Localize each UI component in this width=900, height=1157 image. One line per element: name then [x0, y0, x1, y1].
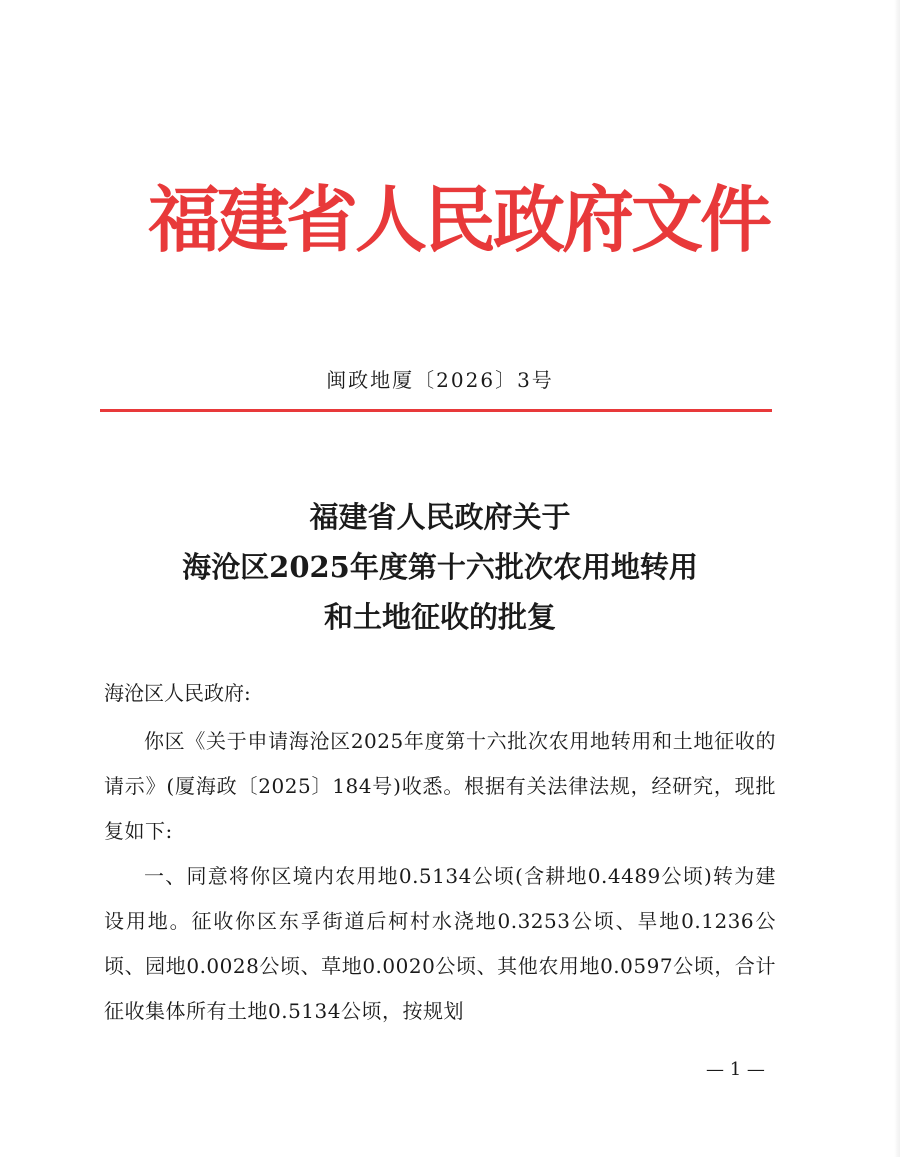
body-paragraph-2: 一、同意将你区境内农用地0.5134公顷(含耕地0.4489公顷)转为建设用地。征收你区东孚街道后柯村水浇地0.3253公顷、旱地0.1236公顷、园地0.0028公顷、草地0.0020公顷、其他农用地0.0597公顷，合计征收集体所有土地0.5134公顷，按规划 [104, 864, 776, 1023]
recipient-salutation: 海沧区人民政府: [104, 681, 251, 705]
document-number: 闽政地厦〔2026〕3号 [326, 368, 554, 392]
document-title [0, 492, 880, 642]
title-line-1: 福建省人民政府关于 [309, 500, 571, 534]
masthead-title: 福建省人民政府文件 [148, 177, 770, 262]
page-number: — 1 — [706, 1059, 765, 1080]
page-edge-shadow [894, 0, 900, 1157]
document-body [104, 719, 776, 1034]
body-paragraph-1: 你区《关于申请海沧区2025年度第十六批次农用地转用和土地征收的请示》(厦海政〔2025〕184号)收悉。根据有关法律法规，经研究，现批复如下: [104, 729, 776, 843]
title-line-2: 海沧区2025年度第十六批次农用地转用 [182, 550, 698, 584]
red-divider-line [100, 409, 772, 412]
title-line-3: 和土地征收的批复 [323, 600, 556, 634]
